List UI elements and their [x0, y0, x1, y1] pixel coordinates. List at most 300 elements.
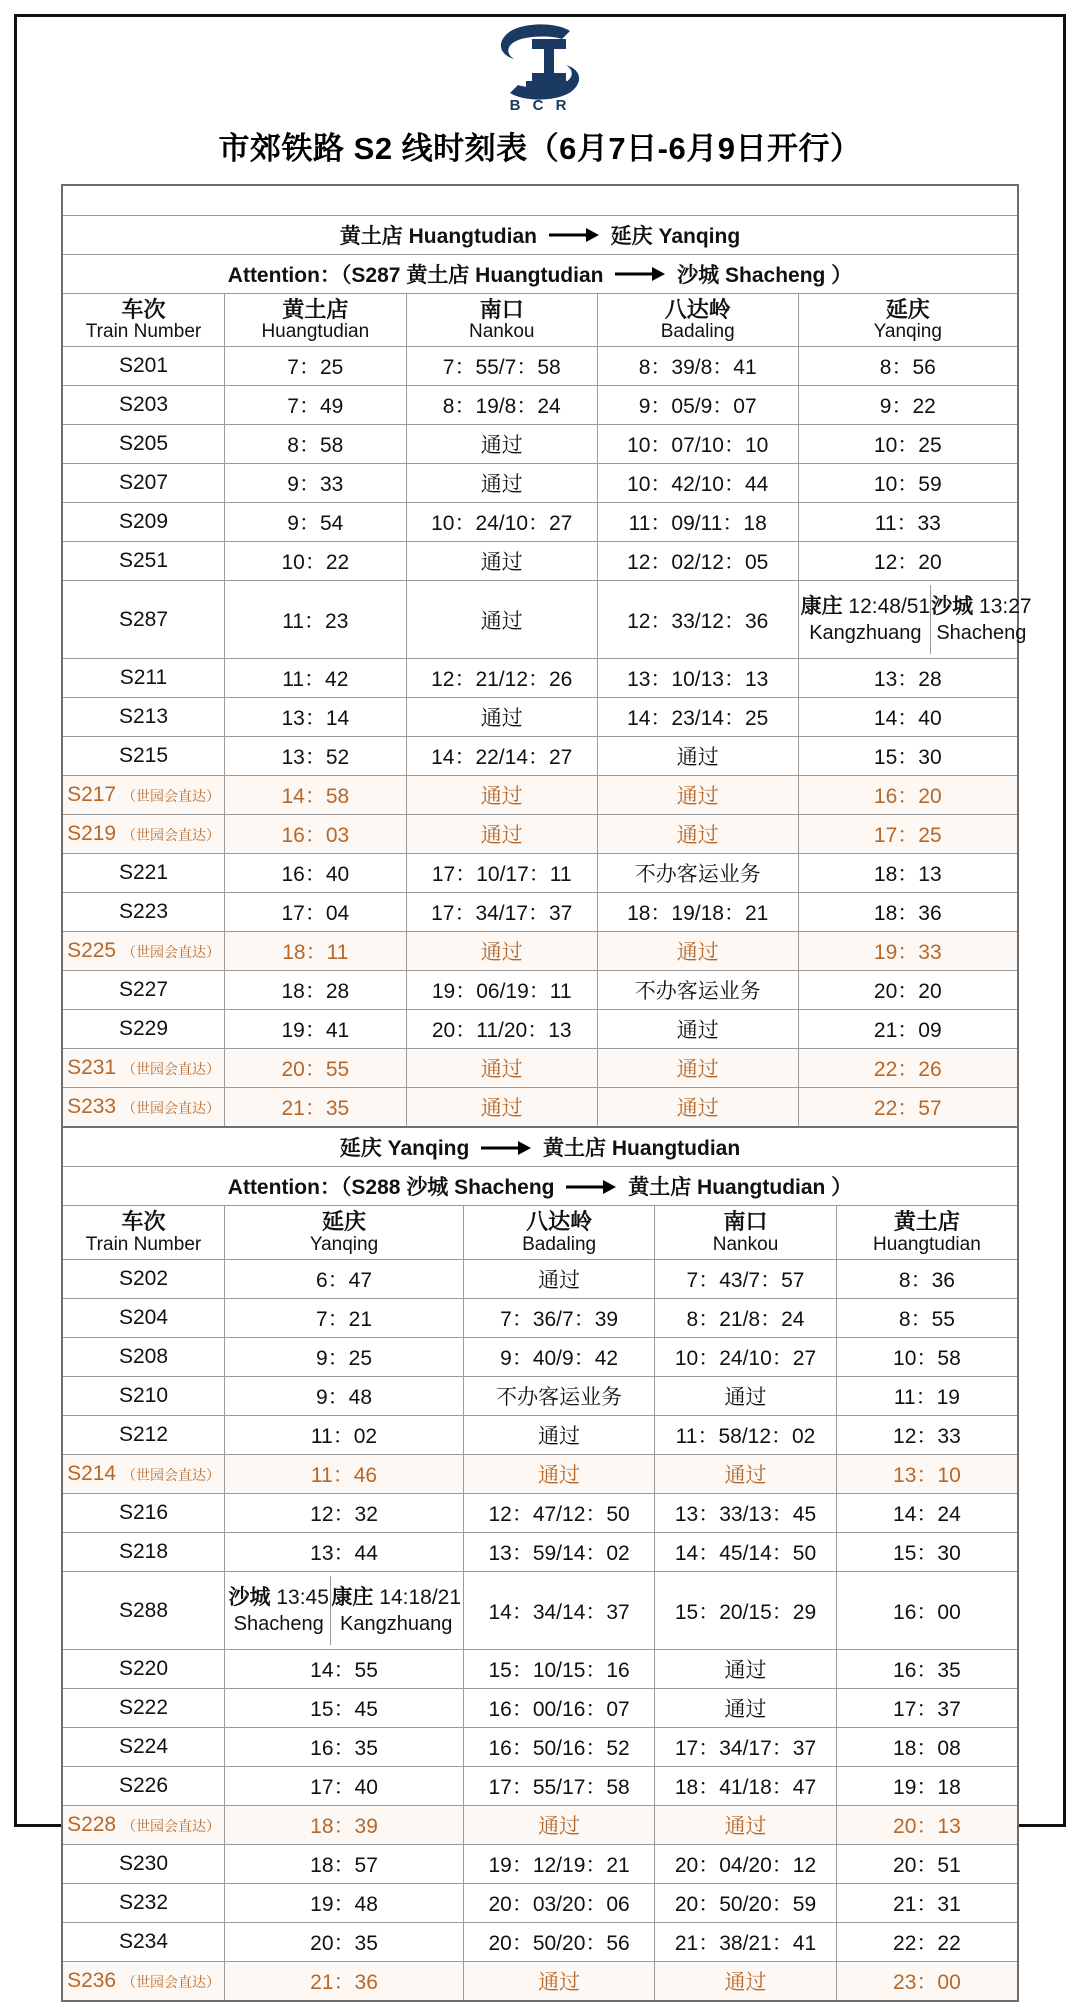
direction-from-cn: 延庆: [339, 1137, 382, 1161]
station-name-cn-and-time: 康庄 12:48/51: [800, 595, 931, 619]
attention-to-en: Huangtudian: [697, 1176, 826, 1200]
cell-train-number: S223: [62, 893, 225, 932]
table-row: [62, 1494, 1018, 1533]
cell-station-3-time: 通过: [655, 1377, 837, 1416]
cell-station-3-time: 通过: [597, 776, 798, 815]
cell-station-3-time: 21：38/21：41: [655, 1923, 837, 1962]
cell-train-number: S205: [62, 425, 225, 464]
col-header-cn: 车次: [121, 1209, 166, 1235]
col-header-en: Yanqing: [873, 320, 942, 342]
cell-station-4-time: 12：20: [798, 542, 1018, 581]
col-header-cn: 南口: [723, 1209, 768, 1235]
cell-station-1-time: 9：54: [225, 503, 407, 542]
cell-station-1-time: 17：40: [225, 1767, 464, 1806]
cell-train-number: [62, 932, 225, 971]
cell-train-number: S208: [62, 1338, 225, 1377]
col-header-cn: 延庆: [885, 296, 930, 322]
table-row: [62, 581, 1018, 659]
cell-train-number: S209: [62, 503, 225, 542]
table-row: [62, 1260, 1018, 1299]
cell-station-1-time: 18：57: [225, 1845, 464, 1884]
col-header-en: Yanqing: [309, 1233, 379, 1255]
table-row: [62, 893, 1018, 932]
cell-station-2-time: 20：50/20：56: [464, 1923, 655, 1962]
cell-station-3-time: 12：02/12：05: [597, 542, 798, 581]
cell-station-1-time: 13：44: [225, 1533, 464, 1572]
table-row: [62, 464, 1018, 503]
cell-station-1-time: 11：42: [225, 659, 407, 698]
timetable-outbound: [61, 184, 1032, 1128]
table-row: [62, 659, 1018, 698]
col-header-cn: 延庆: [322, 1209, 367, 1235]
cell-train-number: S218: [62, 1533, 225, 1572]
col-header-en: Nankou: [712, 1233, 779, 1255]
cell-station-4-time: 20：20: [798, 971, 1018, 1010]
attention-suffix: ）: [831, 263, 853, 287]
cell-station-3-time: 7：43/7：57: [655, 1260, 837, 1299]
cell-station-4-time: 21：09: [798, 1010, 1018, 1049]
train-number-label: S217: [67, 783, 117, 807]
col-header-cn: 八达岭: [526, 1209, 593, 1235]
station-name-en: Shacheng: [936, 621, 1027, 644]
table-row: [62, 1923, 1018, 1962]
attention-from-en: Huangtudian: [475, 263, 604, 287]
attention-prefix: Attention：（S288: [227, 1176, 401, 1200]
table-row: [62, 503, 1018, 542]
cell-station-4-time: 12：33: [836, 1416, 1018, 1455]
col-header-station-4: [798, 293, 1018, 347]
direction-heading-inbound: [62, 1127, 1018, 1167]
page-border: [14, 14, 1066, 1995]
cell-station-2-time: 通过: [406, 1049, 597, 1088]
bcr-logo-icon: [492, 23, 588, 101]
cell-station-2-time: 通过: [406, 1088, 597, 1128]
cell-station-1-time: 16：03: [225, 815, 407, 854]
cell-train-number: S232: [62, 1884, 225, 1923]
cell-station-4-time: 8：55: [836, 1299, 1018, 1338]
cell-station-2-time: 20：03/20：06: [464, 1884, 655, 1923]
cell-station-2-time: 17：55/17：58: [464, 1767, 655, 1806]
arrow-right-icon: [481, 1142, 531, 1155]
station-name-cn-and-time: 沙城 13:45: [228, 1586, 329, 1610]
cell-train-number: S213: [62, 698, 225, 737]
station-name-en: Kangzhuang: [809, 621, 922, 644]
cell-station-1-time: 19：41: [225, 1010, 407, 1049]
cell-station-4-time: 15：30: [836, 1533, 1018, 1572]
cell-station-1-time: 9：48: [225, 1377, 464, 1416]
station-name-en: Kangzhuang: [340, 1612, 453, 1635]
cell-station-4-time: 11：33: [798, 503, 1018, 542]
cell-station-2-time: 通过: [464, 1260, 655, 1299]
cell-station-1-time: 9：33: [225, 464, 407, 503]
cell-station-1-time: 7：25: [225, 347, 407, 386]
table-row: [62, 425, 1018, 464]
cell-train-number: S207: [62, 464, 225, 503]
cell-station-3-time: 15：20/15：29: [655, 1572, 837, 1650]
cell-station-2-time: 12：21/12：26: [406, 659, 597, 698]
express-tag-label: （世园会直达）: [121, 827, 220, 844]
table-row: [62, 1010, 1018, 1049]
cell-train-number: S203: [62, 386, 225, 425]
attention-suffix: ）: [831, 1176, 853, 1200]
cell-station-2-time: 12：47/12：50: [464, 1494, 655, 1533]
cell-station-3-time: 13：10/13：13: [597, 659, 798, 698]
cell-station-4-time: 22：26: [798, 1049, 1018, 1088]
cell-station-3-time: 不办客运业务: [597, 854, 798, 893]
cell-train-number: S221: [62, 854, 225, 893]
cell-station-4-time: 9：22: [798, 386, 1018, 425]
table-row: [62, 386, 1018, 425]
direction-heading-outbound: [62, 215, 1018, 254]
cell-train-number: S229: [62, 1010, 225, 1049]
logo-wordmark: B C R: [509, 97, 571, 114]
direction-to-cn: 延庆: [610, 224, 653, 248]
direction-to-cn: 黄土店: [543, 1137, 607, 1161]
cell-station-2-time: 7：36/7：39: [464, 1299, 655, 1338]
split-station-cell: [227, 1576, 461, 1645]
attention-to-cn: 沙城: [677, 263, 720, 287]
cell-station-3-time: 14：23/14：25: [597, 698, 798, 737]
cell-station-3-time: 11：58/12：02: [655, 1416, 837, 1455]
cell-station-1-time: 16：35: [225, 1728, 464, 1767]
table-row: [62, 1088, 1018, 1128]
cell-station-4-time: 23：00: [836, 1962, 1018, 2002]
cell-station-4-time: 15：30: [798, 737, 1018, 776]
cell-station-1-time: 17：04: [225, 893, 407, 932]
cell-station-4-time: 13：28: [798, 659, 1018, 698]
cell-station-2-time: 通过: [406, 464, 597, 503]
express-tag-label: （世园会直达）: [121, 1061, 220, 1078]
cell-station-1-time: 13：14: [225, 698, 407, 737]
cell-station-4-time: 17：37: [836, 1689, 1018, 1728]
cell-station-3-time: 通过: [655, 1806, 837, 1845]
cell-station-1-time: 10：22: [225, 542, 407, 581]
cell-station-1-time: 13：52: [225, 737, 407, 776]
cell-train-number: S211: [62, 659, 225, 698]
attention-note-inbound: [62, 1167, 1018, 1206]
cell-station-4-time: 18：08: [836, 1728, 1018, 1767]
cell-station-2-time: 通过: [406, 698, 597, 737]
col-header-en: Huangtudian: [261, 320, 370, 342]
cell-station-1-time: 8：58: [225, 425, 407, 464]
table-row: [62, 776, 1018, 815]
cell-train-number: S216: [62, 1494, 225, 1533]
table-row: [62, 1806, 1018, 1845]
split-station-part: [227, 1576, 330, 1645]
cell-station-4-time: 10：25: [798, 425, 1018, 464]
cell-station-4-time: 22：22: [836, 1923, 1018, 1962]
cell-station-3-time: 通过: [597, 1010, 798, 1049]
cell-train-number: S224: [62, 1728, 225, 1767]
train-number-label: S225: [67, 939, 117, 963]
cell-train-number: S215: [62, 737, 225, 776]
brand-logo: [61, 17, 1019, 119]
cell-station-3-time: 18：19/18：21: [597, 893, 798, 932]
cell-station-4-time: 13：10: [836, 1455, 1018, 1494]
train-number-label: S228: [67, 1813, 117, 1837]
cell-station-4-time: 10：59: [798, 464, 1018, 503]
cell-station-2-time: 16：00/16：07: [464, 1689, 655, 1728]
cell-station-4-time: 8：56: [798, 347, 1018, 386]
cell-station-4-time: 17：25: [798, 815, 1018, 854]
column-header-row-outbound: [62, 293, 1018, 347]
cell-station-3-time: 8：39/8：41: [597, 347, 798, 386]
cell-station-2-time: 14：34/14：37: [464, 1572, 655, 1650]
cell-station-2-time: 通过: [464, 1962, 655, 2002]
cell-station-1-time: 11：23: [225, 581, 407, 659]
cell-station-2-time: 20：11/20：13: [406, 1010, 597, 1049]
table-row: [62, 347, 1018, 386]
cell-station-2-time: 16：50/16：52: [464, 1728, 655, 1767]
cell-train-number: S212: [62, 1416, 225, 1455]
table-row: [62, 1533, 1018, 1572]
attention-to-cn: 黄土店: [628, 1176, 692, 1200]
col-header-station-1: [225, 293, 407, 347]
cell-train-number: [62, 776, 225, 815]
cell-station-2-time: 9：40/9：42: [464, 1338, 655, 1377]
table-row: [62, 1767, 1018, 1806]
cell-station-2-time: 13：59/14：02: [464, 1533, 655, 1572]
direction-to-en: Huangtudian: [611, 1137, 741, 1161]
cell-station-1-time: 15：45: [225, 1689, 464, 1728]
cell-station-1-time: 7：49: [225, 386, 407, 425]
train-number-label: S236: [67, 1969, 117, 1993]
col-header-en: Badaling: [522, 1233, 597, 1255]
table-row: [62, 815, 1018, 854]
cell-station-3-time: 20：04/20：12: [655, 1845, 837, 1884]
cell-station-1-time: 11：46: [225, 1455, 464, 1494]
cell-station-4-time: [798, 581, 1032, 659]
cell-train-number: [62, 1455, 225, 1494]
cell-station-3-time: 通过: [597, 1088, 798, 1128]
table-row: [62, 698, 1018, 737]
table-row: [62, 1728, 1018, 1767]
cell-station-2-time: 通过: [406, 425, 597, 464]
cell-train-number: S287: [62, 581, 225, 659]
cell-station-3-time: 通过: [597, 815, 798, 854]
table-row: [62, 1572, 1018, 1650]
cell-station-4-time: 11：19: [836, 1377, 1018, 1416]
cell-station-2-time: 通过: [464, 1455, 655, 1494]
table-row: [62, 737, 1018, 776]
cell-station-3-time: 13：33/13：45: [655, 1494, 837, 1533]
cell-station-4-time: 19：18: [836, 1767, 1018, 1806]
cell-station-2-time: 通过: [406, 932, 597, 971]
express-tag-label: （世园会直达）: [121, 1467, 220, 1484]
cell-station-2-time: 通过: [406, 581, 597, 659]
cell-station-2-time: 15：10/15：16: [464, 1650, 655, 1689]
table-row: [62, 1299, 1018, 1338]
cell-train-number: S226: [62, 1767, 225, 1806]
express-tag-label: （世园会直达）: [121, 944, 220, 961]
col-header-en: Train Number: [85, 1233, 202, 1255]
col-header-station-2: [406, 293, 597, 347]
col-header-train-number: [62, 1206, 225, 1260]
cell-station-3-time: 17：34/17：37: [655, 1728, 837, 1767]
cell-station-3-time: 14：45/14：50: [655, 1533, 837, 1572]
direction-from-en: Huangtudian: [408, 224, 537, 248]
cell-station-3-time: 10：42/10：44: [597, 464, 798, 503]
attention-prefix: Attention：（S287: [227, 263, 401, 287]
direction-from-en: Yanqing: [387, 1137, 470, 1161]
cell-station-3-time: 10：24/10：27: [655, 1338, 837, 1377]
cell-train-number: S251: [62, 542, 225, 581]
cell-station-1-time: 18：39: [225, 1806, 464, 1845]
cell-station-3-time: 12：33/12：36: [597, 581, 798, 659]
col-header-station-3: [597, 293, 798, 347]
cell-station-2-time: 通过: [464, 1806, 655, 1845]
cell-station-3-time: 通过: [655, 1962, 837, 2002]
train-number-label: S231: [67, 1056, 117, 1080]
cell-station-3-time: 通过: [597, 1049, 798, 1088]
table-row: [62, 1689, 1018, 1728]
cell-train-number: S204: [62, 1299, 225, 1338]
cell-station-4-time: 16：35: [836, 1650, 1018, 1689]
cell-station-4-time: 8：36: [836, 1260, 1018, 1299]
split-station-cell: [800, 585, 1032, 654]
timetable-body-outbound: [62, 347, 1032, 1128]
cell-station-2-time: 8：19/8：24: [406, 386, 597, 425]
table-row: [62, 1416, 1018, 1455]
cell-station-1-time: 19：48: [225, 1884, 464, 1923]
cell-station-2-time: 14：22/14：27: [406, 737, 597, 776]
col-header-cn: 黄土店: [282, 296, 349, 322]
cell-station-3-time: 20：50/20：59: [655, 1884, 837, 1923]
attention-note-outbound: [62, 254, 1018, 293]
attention-from-cn: 沙城: [406, 1176, 449, 1200]
station-name-en: Shacheng: [233, 1612, 324, 1635]
express-tag-label: （世园会直达）: [121, 1974, 220, 1991]
split-station-part: [801, 585, 931, 654]
cell-train-number: [62, 1962, 225, 2002]
split-station-part: [330, 1576, 461, 1645]
cell-train-number: S201: [62, 347, 225, 386]
col-header-en: Huangtudian: [873, 1233, 981, 1255]
table-row: [62, 1884, 1018, 1923]
cell-train-number: S234: [62, 1923, 225, 1962]
express-tag-label: （世园会直达）: [121, 1100, 220, 1117]
cell-station-1-time: [225, 1572, 464, 1650]
cell-station-2-time: 不办客运业务: [464, 1377, 655, 1416]
cell-station-3-time: 8：21/8：24: [655, 1299, 837, 1338]
cell-station-1-time: 21：36: [225, 1962, 464, 2002]
split-station-part: [930, 585, 1031, 654]
cell-station-3-time: 18：41/18：47: [655, 1767, 837, 1806]
train-number-label: S219: [67, 822, 117, 846]
cell-station-1-time: 18：11: [225, 932, 407, 971]
cell-station-1-time: 16：40: [225, 854, 407, 893]
table-row: [62, 971, 1018, 1010]
cell-station-2-time: 通过: [406, 776, 597, 815]
cell-station-4-time: 20：13: [836, 1806, 1018, 1845]
timetable-inbound: [61, 1126, 1019, 2002]
table-row: [62, 932, 1018, 971]
cell-station-3-time: 通过: [655, 1650, 837, 1689]
cell-station-2-time: 7：55/7：58: [406, 347, 597, 386]
col-header-station-2: [464, 1206, 655, 1260]
col-header-cn: 车次: [121, 296, 166, 322]
cell-station-2-time: 17：10/17：11: [406, 854, 597, 893]
cell-station-1-time: 14：55: [225, 1650, 464, 1689]
cell-station-2-time: 通过: [406, 815, 597, 854]
cell-station-2-time: 通过: [464, 1416, 655, 1455]
attention-from-cn: 黄土店: [406, 263, 470, 287]
cell-train-number: [62, 1088, 225, 1128]
cell-station-3-time: 通过: [597, 932, 798, 971]
cell-train-number: S227: [62, 971, 225, 1010]
arrow-right-icon: [566, 1181, 616, 1194]
cell-station-1-time: 20：55: [225, 1049, 407, 1088]
cell-station-1-time: 14：58: [225, 776, 407, 815]
cell-station-4-time: 16：00: [836, 1572, 1018, 1650]
table-row: [62, 1377, 1018, 1416]
col-header-station-3: [655, 1206, 837, 1260]
cell-station-4-time: 19：33: [798, 932, 1018, 971]
cell-station-2-time: 17：34/17：37: [406, 893, 597, 932]
cell-station-4-time: 22：57: [798, 1088, 1018, 1128]
table-row: [62, 542, 1018, 581]
col-header-cn: 八达岭: [664, 296, 731, 322]
cell-station-4-time: 20：51: [836, 1845, 1018, 1884]
cell-station-2-time: 19：06/19：11: [406, 971, 597, 1010]
cell-station-1-time: 6：47: [225, 1260, 464, 1299]
cell-station-4-time: 10：58: [836, 1338, 1018, 1377]
cell-station-3-time: 通过: [597, 737, 798, 776]
direction-to-en: Yanqing: [658, 224, 741, 248]
cell-train-number: S230: [62, 1845, 225, 1884]
table-top-spacer: [62, 185, 1018, 215]
column-header-row-inbound: [62, 1206, 1018, 1260]
cell-station-3-time: 10：07/10：10: [597, 425, 798, 464]
attention-to-en: Shacheng: [725, 263, 826, 287]
arrow-right-icon: [549, 229, 599, 242]
cell-station-4-time: 16：20: [798, 776, 1018, 815]
train-number-label: S233: [67, 1095, 117, 1119]
cell-train-number: S288: [62, 1572, 225, 1650]
col-header-cn: 南口: [479, 296, 524, 322]
cell-train-number: S220: [62, 1650, 225, 1689]
cell-station-1-time: 11：02: [225, 1416, 464, 1455]
col-header-station-1: [225, 1206, 464, 1260]
table-row: [62, 1962, 1018, 2002]
arrow-right-icon: [615, 268, 665, 281]
cell-station-4-time: 14：24: [836, 1494, 1018, 1533]
direction-from-cn: 黄土店: [339, 224, 403, 248]
cell-train-number: [62, 815, 225, 854]
cell-train-number: [62, 1049, 225, 1088]
cell-station-1-time: 21：35: [225, 1088, 407, 1128]
cell-train-number: S222: [62, 1689, 225, 1728]
cell-station-3-time: 不办客运业务: [597, 971, 798, 1010]
page-title: 市郊铁路 S2 线时刻表（6月7日-6月9日开行）: [218, 131, 862, 166]
cell-station-1-time: 7：21: [225, 1299, 464, 1338]
cell-station-1-time: 12：32: [225, 1494, 464, 1533]
cell-station-3-time: 11：09/11：18: [597, 503, 798, 542]
cell-station-1-time: 18：28: [225, 971, 407, 1010]
cell-station-2-time: 10：24/10：27: [406, 503, 597, 542]
cell-station-2-time: 19：12/19：21: [464, 1845, 655, 1884]
express-tag-label: （世园会直达）: [121, 788, 220, 805]
table-row: [62, 1338, 1018, 1377]
station-name-cn-and-time: 沙城 13:27: [931, 595, 1032, 619]
cell-station-4-time: 18：13: [798, 854, 1018, 893]
col-header-en: Train Number: [85, 320, 202, 342]
train-number-label: S214: [67, 1462, 117, 1486]
cell-train-number: S202: [62, 1260, 225, 1299]
cell-station-4-time: 18：36: [798, 893, 1018, 932]
col-header-station-4: [836, 1206, 1018, 1260]
table-row: [62, 854, 1018, 893]
